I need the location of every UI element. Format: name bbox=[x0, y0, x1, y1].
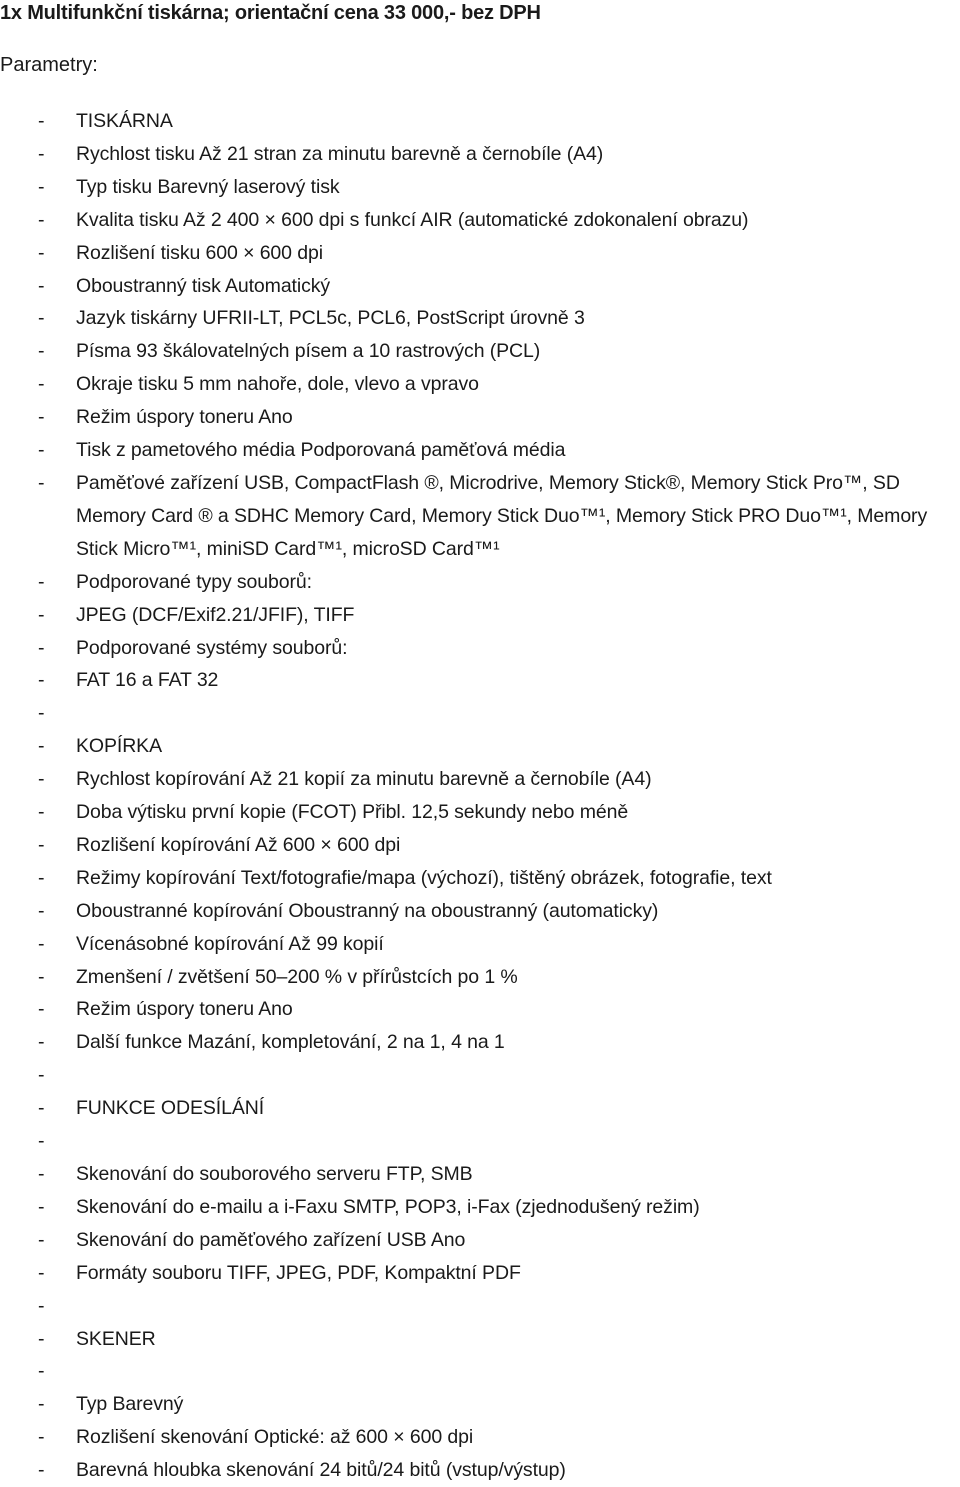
spec-list bbox=[0, 105, 960, 1487]
bullet-dash: - bbox=[38, 735, 45, 758]
spec-list-item bbox=[0, 467, 960, 566]
spec-list-item bbox=[0, 1323, 960, 1356]
bullet-dash: - bbox=[38, 669, 45, 692]
spec-item-text bbox=[76, 1355, 960, 1388]
bullet-dash: - bbox=[38, 1426, 45, 1449]
bullet-dash: - bbox=[38, 1327, 45, 1350]
spec-item-text: Režim úspory toneru Ano bbox=[76, 998, 293, 1021]
spec-item-text: Další funkce Mazání, kompletování, 2 na 1, 4 na 1 bbox=[76, 1031, 505, 1054]
bullet-dash: - bbox=[38, 570, 45, 593]
spec-item-text: Oboustranné kopírování Oboustranný na oboustranný (automaticky) bbox=[76, 899, 659, 922]
spec-item-text: Podporované systémy souborů: bbox=[76, 636, 348, 659]
spec-list-item bbox=[0, 664, 960, 697]
spec-item-text: Skenování do souborového serveru FTP, SMB bbox=[76, 1163, 473, 1185]
spec-item-text: Barevná hloubka skenování 24 bitů/24 bitů (vstup/výstup) bbox=[76, 1459, 566, 1482]
spec-list-item bbox=[0, 697, 960, 730]
spec-list-item bbox=[0, 1454, 960, 1487]
spec-item-text: Okraje tisku 5 mm nahoře, dole, vlevo a vpravo bbox=[76, 373, 479, 396]
bullet-dash: - bbox=[38, 636, 45, 659]
bullet-dash: - bbox=[38, 208, 45, 231]
bullet-dash: - bbox=[38, 1163, 45, 1185]
bullet-dash: - bbox=[38, 1097, 45, 1120]
spec-item-text: Rozlišení skenování Optické: až 600 × 600 dpi bbox=[76, 1426, 474, 1449]
spec-item-text: Podporované typy souborů: bbox=[76, 570, 312, 593]
spec-list-item bbox=[0, 1092, 960, 1125]
spec-list-item bbox=[0, 632, 960, 665]
spec-item-text: SKENER bbox=[76, 1327, 156, 1350]
spec-item-text: Kvalita tisku Až 2 400 × 600 dpi s funkcí AIR (automatické zdokonalení obrazu) bbox=[76, 208, 749, 231]
bullet-dash: - bbox=[38, 1459, 45, 1482]
spec-item-text bbox=[76, 1125, 960, 1158]
spec-item-text: Zmenšení / zvětšení 50–200 % v přírůstcích po 1 % bbox=[76, 965, 518, 988]
spec-list-item bbox=[0, 335, 960, 368]
spec-list-item bbox=[0, 401, 960, 434]
spec-list-item bbox=[0, 796, 960, 829]
bullet-dash: - bbox=[38, 1228, 45, 1251]
bullet-dash: - bbox=[38, 866, 45, 889]
bullet-dash: - bbox=[38, 110, 45, 132]
spec-item-text bbox=[76, 697, 960, 730]
spec-list-item bbox=[0, 1257, 960, 1290]
bullet-dash: - bbox=[38, 1294, 45, 1317]
bullet-dash: - bbox=[38, 307, 45, 330]
spec-item-text: Tisk z pametového média Podporovaná paměťová média bbox=[76, 439, 566, 462]
spec-item-text: Formáty souboru TIFF, JPEG, PDF, Kompaktní PDF bbox=[76, 1261, 521, 1284]
spec-item-text: Paměťové zařízení USB, CompactFlash ®, Microdrive, Memory Stick®, Memory Stick Pro™, SD Memory Card ® a SDHC Memory Card, Memory Stick Duo™¹, Memory Stick PRO Duo™¹, Memory Stick Micro™¹, miniSD Card™¹, microSD Card™¹ bbox=[76, 471, 933, 560]
spec-list-item bbox=[0, 599, 960, 632]
spec-item-text: KOPÍRKA bbox=[76, 735, 162, 758]
bullet-dash: - bbox=[38, 406, 45, 429]
spec-item-text bbox=[76, 1290, 960, 1323]
spec-list-item bbox=[0, 829, 960, 862]
spec-list-item bbox=[0, 862, 960, 895]
spec-item-text: FUNKCE ODESÍLÁNÍ bbox=[76, 1097, 265, 1120]
spec-list-item bbox=[0, 1158, 960, 1191]
spec-item-text: Skenování do paměťového zařízení USB Ano bbox=[76, 1228, 466, 1251]
spec-list-item bbox=[0, 204, 960, 237]
bullet-dash: - bbox=[38, 142, 45, 165]
bullet-dash: - bbox=[38, 373, 45, 396]
spec-item-text: TISKÁRNA bbox=[76, 110, 173, 132]
bullet-dash: - bbox=[38, 998, 45, 1021]
spec-item-text: FAT 16 a FAT 32 bbox=[76, 669, 219, 692]
spec-list-item bbox=[0, 993, 960, 1026]
bullet-dash: - bbox=[38, 241, 45, 264]
spec-list-item bbox=[0, 1355, 960, 1388]
spec-item-text: Vícenásobné kopírování Až 99 kopií bbox=[76, 932, 384, 955]
bullet-dash: - bbox=[38, 1064, 45, 1087]
bullet-dash: - bbox=[38, 175, 45, 198]
spec-list-item bbox=[0, 368, 960, 401]
bullet-dash: - bbox=[38, 1195, 45, 1218]
parameters-label: Parametry: bbox=[0, 54, 98, 76]
spec-list-item bbox=[0, 1290, 960, 1323]
spec-list-item bbox=[0, 895, 960, 928]
spec-list-item bbox=[0, 1224, 960, 1257]
spec-list-item bbox=[0, 237, 960, 270]
spec-item-text: JPEG (DCF/Exif2.21/JFIF), TIFF bbox=[76, 603, 355, 626]
spec-item-text: Režimy kopírování Text/fotografie/mapa (výchozí), tištěný obrázek, fotografie, text bbox=[76, 866, 772, 889]
bullet-dash: - bbox=[38, 702, 45, 725]
bullet-dash: - bbox=[38, 603, 45, 626]
spec-item-text: Jazyk tiskárny UFRII-LT, PCL5c, PCL6, PostScript úrovně 3 bbox=[76, 307, 585, 330]
spec-list-item bbox=[0, 763, 960, 796]
bullet-dash: - bbox=[38, 340, 45, 363]
spec-item-text: Rozlišení tisku 600 × 600 dpi bbox=[76, 241, 323, 264]
bullet-dash: - bbox=[38, 1031, 45, 1054]
spec-list-item bbox=[0, 961, 960, 994]
spec-item-text: Skenování do e-mailu a i-Faxu SMTP, POP3, i-Fax (zjednodušený režim) bbox=[76, 1195, 700, 1218]
spec-item-text: Písma 93 škálovatelných písem a 10 rastrových (PCL) bbox=[76, 340, 541, 363]
document-title: 1x Multifunkční tiskárna; orientační cena 33 000,- bez DPH bbox=[0, 2, 541, 24]
spec-list-item bbox=[0, 928, 960, 961]
bullet-dash: - bbox=[38, 965, 45, 988]
bullet-dash: - bbox=[38, 439, 45, 462]
bullet-dash: - bbox=[38, 1130, 45, 1153]
spec-list-item bbox=[0, 1388, 960, 1421]
bullet-dash: - bbox=[38, 801, 45, 824]
bullet-dash: - bbox=[38, 1393, 45, 1416]
spec-list-item bbox=[0, 566, 960, 599]
spec-list-item bbox=[0, 1421, 960, 1454]
bullet-dash: - bbox=[38, 1360, 45, 1383]
bullet-dash: - bbox=[38, 833, 45, 856]
spec-list-item bbox=[0, 138, 960, 171]
spec-item-text: Doba výtisku první kopie (FCOT) Přibl. 12,5 sekundy nebo méně bbox=[76, 801, 629, 824]
spec-item-text: Oboustranný tisk Automatický bbox=[76, 274, 331, 297]
spec-item-text: Rozlišení kopírování Až 600 × 600 dpi bbox=[76, 833, 401, 856]
spec-list-item bbox=[0, 1191, 960, 1224]
bullet-dash: - bbox=[38, 274, 45, 297]
bullet-dash: - bbox=[38, 932, 45, 955]
bullet-dash: - bbox=[38, 768, 45, 791]
spec-list-item bbox=[0, 105, 960, 138]
spec-item-text bbox=[76, 1059, 960, 1092]
bullet-dash: - bbox=[38, 899, 45, 922]
spec-item-text: Typ Barevný bbox=[76, 1393, 184, 1416]
spec-list-item bbox=[0, 1059, 960, 1092]
spec-list-item bbox=[0, 171, 960, 204]
spec-item-text: Rychlost kopírování Až 21 kopií za minutu barevně a černobíle (A4) bbox=[76, 768, 652, 791]
spec-item-text: Rychlost tisku Až 21 stran za minutu barevně a černobíle (A4) bbox=[76, 142, 604, 165]
spec-list-item bbox=[0, 270, 960, 303]
spec-list-item bbox=[0, 730, 960, 763]
spec-list-item bbox=[0, 302, 960, 335]
spec-list-item bbox=[0, 1125, 960, 1158]
spec-item-text: Režim úspory toneru Ano bbox=[76, 406, 293, 429]
bullet-dash: - bbox=[38, 471, 45, 494]
spec-list-item bbox=[0, 1026, 960, 1059]
spec-list-item bbox=[0, 434, 960, 467]
spec-item-text: Typ tisku Barevný laserový tisk bbox=[76, 175, 340, 198]
bullet-dash: - bbox=[38, 1261, 45, 1284]
